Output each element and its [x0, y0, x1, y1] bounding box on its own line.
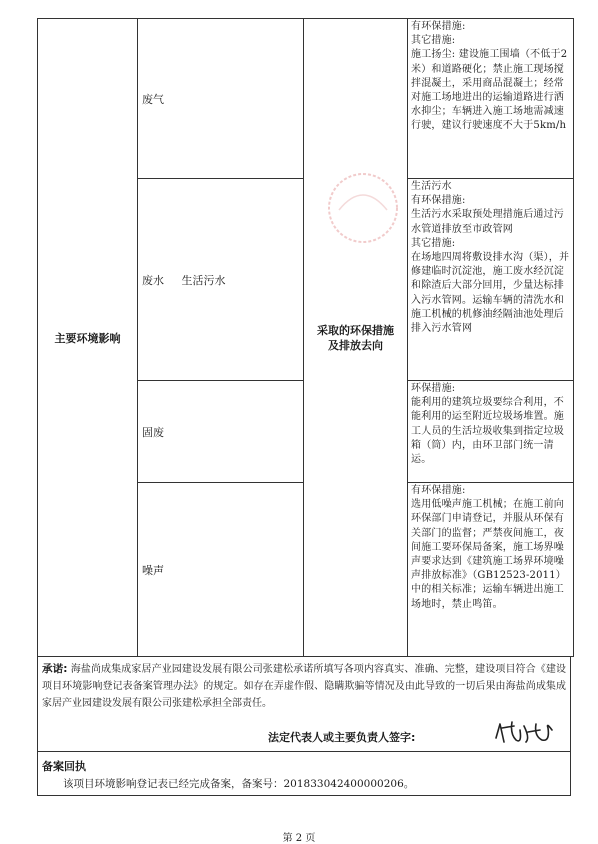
measure-line: 有环保措施:	[411, 485, 466, 496]
category-label: 废水	[142, 273, 164, 287]
measure-line: 有环保措施:	[411, 21, 466, 32]
measures-label-text: 采取的环保措施及排放去向	[317, 323, 394, 352]
page-number: 第 2 页	[282, 833, 316, 844]
measures-solid-waste	[408, 381, 574, 483]
measure-line: 生活污水采取预处理措施后通过污水管道排放至市政管网	[411, 209, 564, 235]
measure-line: 在场地四周将敷设排水沟（渠），并修建临时沉淀池，施工废水经沉淀和除渣后大部分回用，少量达标排入污水管网。运输车辆的清洗水和施工机械的机修油经隔油池处理后排入污水管网	[411, 252, 570, 335]
measures-exhaust-gas	[408, 19, 574, 179]
signature-label: 法定代表人或主要负责人签字:	[268, 731, 416, 744]
measures-wastewater	[408, 179, 574, 381]
measures-noise	[408, 483, 574, 657]
category-wastewater	[138, 179, 304, 381]
subcategory-label: 生活污水	[181, 273, 226, 287]
category-label: 噪声	[142, 563, 164, 577]
measures-label	[304, 19, 408, 657]
faint-seal-stamp	[325, 170, 401, 246]
measure-line: 施工扬尘: 建设施工围墙（不低于2米）和道路硬化；禁止施工现场搅拌混凝土，采用商品混凝土；经常对施工场地进出的运输道路进行洒水抑尘；车辆进入施工场地需减速行驶，建议行驶速度不大于5km/h	[411, 49, 568, 132]
category-noise	[138, 483, 304, 657]
handwritten-signature	[490, 718, 560, 746]
main-impact-label: 主要环境影响	[38, 19, 138, 657]
category-label: 废气	[142, 92, 164, 106]
measure-line: 生活污水	[411, 181, 452, 192]
commitment-body: 海盐尚成集成家居产业园建设发展有限公司张建松承诺所填写各项内容真实、准确、完整，建设项目符合《建设项目环境影响登记表备案管理办法》的规定。如存在弄虚作假、隐瞒欺骗等情况及由此导致的一切后果由海盐尚成集成家居产业园建设发展有限公司张建松承担全部责任。	[42, 664, 566, 709]
category-exhaust-gas	[138, 19, 304, 179]
measure-line: 选用低噪声施工机械；在施工前向环保部门申请登记，并服从环保有关部门的监督；严禁夜间施工，夜间施工要环保局备案，施工场界噪声要求达到《建筑施工场界环境噪声排放标准》（GB12523-2011）中的相关标准；运输车辆进出施工场地时，禁止鸣笛。	[411, 499, 566, 610]
environment-impact-table	[37, 18, 574, 657]
commitment-label: 承诺:	[42, 663, 68, 675]
measure-line: 其它措施:	[411, 237, 456, 249]
measure-line: 能利用的建筑垃圾要综合利用，不能利用的运至附近垃圾场堆置。施工人员的生活垃圾收集到指定垃圾箱（筒）内，由环卫部门统一清运。	[411, 397, 564, 466]
measure-line: 其它措施:	[411, 35, 456, 47]
commitment-section	[37, 656, 571, 752]
filing-receipt-text: 该项目环境影响登记表已经完成备案，备案号：201833042400000206。	[63, 778, 415, 790]
category-label: 固废	[142, 425, 164, 439]
category-solid-waste	[138, 381, 304, 483]
measure-line: 环保措施:	[411, 383, 456, 394]
filing-receipt-title: 备案回执	[42, 760, 86, 773]
measure-line: 有环保措施:	[411, 195, 466, 207]
commitment-text	[42, 661, 566, 712]
filing-receipt-section	[37, 752, 571, 796]
